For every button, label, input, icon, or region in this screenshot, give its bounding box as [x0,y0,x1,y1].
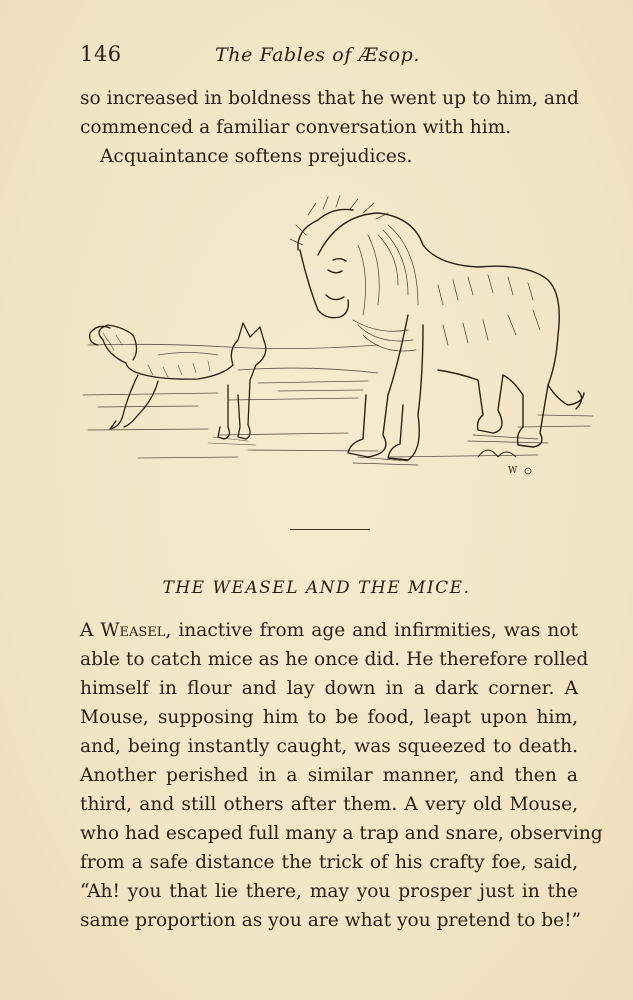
fable-line: from a safe distance the trick of his crafty foe, said, [80,852,578,873]
fable-line: who had escaped full many a trap and snare, observing [80,823,603,844]
small-caps-word: Weasel [100,620,166,641]
fable-line: able to catch mice as he once did. He therefore rolled [80,649,589,670]
fable-line: same proportion as you are what you pretend to be!” [80,910,582,931]
running-head [80,42,580,72]
fable-line: third, and still others after them. A very old Mouse, [80,794,578,815]
book-title: The Fables of Æsop. [215,44,421,66]
fable-first-line [80,616,578,645]
fable-line: “Ah! you that lie there, may you prosper just in the [80,881,578,902]
first-line-rest: , inactive from age and infirmities, was not [165,620,578,641]
fable-title: THE WEASEL AND THE MICE. [162,578,471,598]
previous-fable-line: commenced a familiar conversation with him. [80,117,512,138]
fable-line: and, being instantly caught, was squeezed to death. [80,736,578,757]
fable-line: Another perished in a similar manner, and then a [80,765,578,786]
fable-line: himself in flour and lay down in a dark corner. A [80,678,578,699]
section-divider [290,529,370,530]
initial-word: A [80,620,101,641]
lion-and-fox-illustration [78,195,598,485]
previous-fable-line: so increased in boldness that he went up to him, and [80,88,579,109]
illustration-signature: W [508,466,518,476]
moral-text: Acquaintance softens prejudices. [100,146,413,167]
fable-line: Mouse, supposing him to be food, leapt upon him, [80,707,578,728]
page-number: 146 [80,42,122,66]
